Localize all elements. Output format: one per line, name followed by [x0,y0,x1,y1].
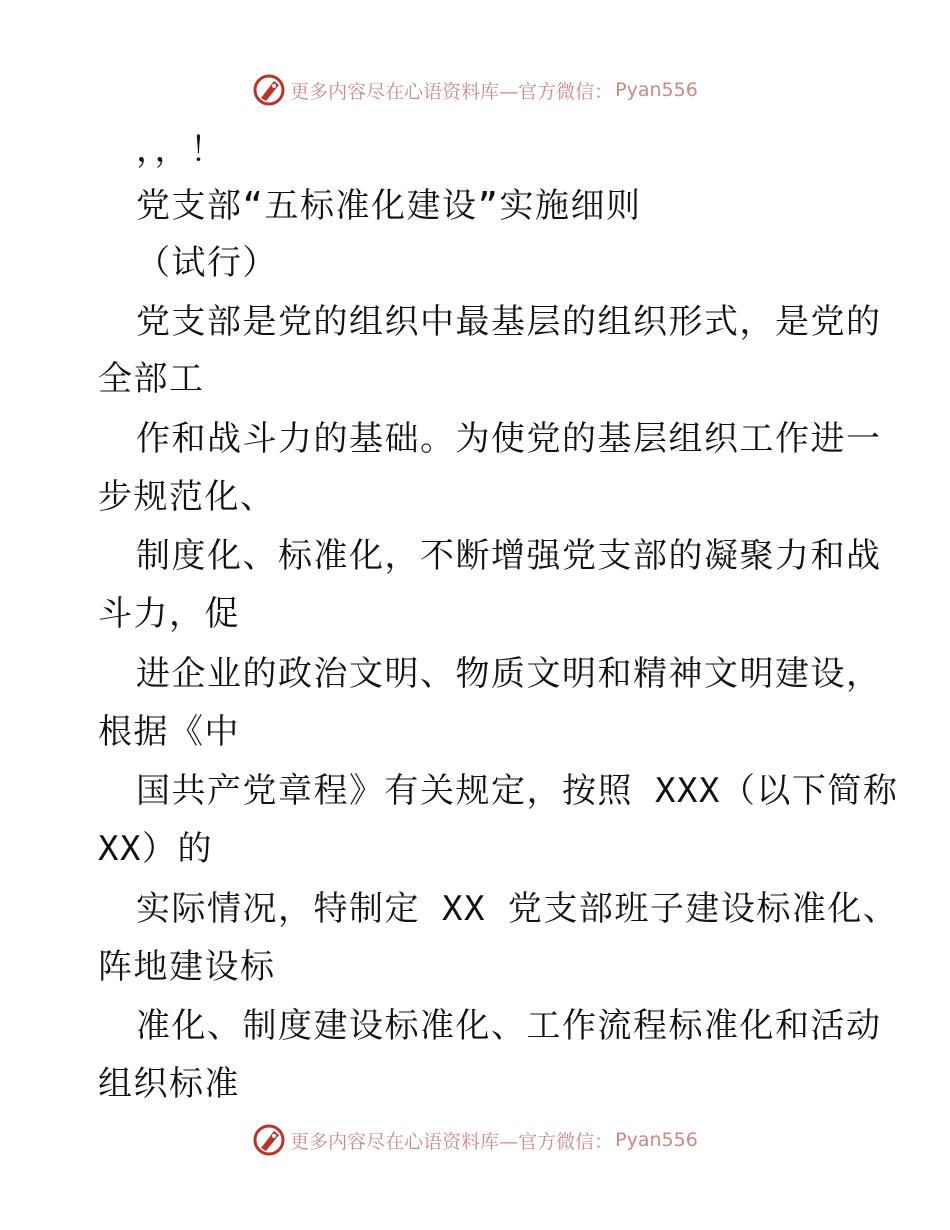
doc-line: 准化、制度建设标准化、工作流程标准化和活动 [136,1006,882,1046]
doc-title: 党支部“五标准化建设”实施细则 [136,186,642,226]
watermark-text: 更多内容尽在心语资料库—官方微信： [290,80,614,103]
watermark-header [0,70,950,110]
doc-line: 斗力，促 [98,594,240,634]
doc-line: 阵地建设标 [98,947,276,987]
doc-line-punctuation: ，，！ [136,130,226,170]
doc-subtitle: （试行） [136,243,278,283]
pen-nib-circle-icon [252,73,286,107]
watermark-wechat-id: Pyan556 [615,1129,698,1151]
doc-line: 制度化、标准化，不断增强党支部的凝聚力和战 [136,536,882,576]
watermark-text: 更多内容尽在心语资料库—官方微信： [290,1130,614,1153]
doc-line: 全部工 [98,359,205,399]
watermark-wechat-id: Pyan556 [615,79,698,101]
doc-line: 进企业的政治文明、物质文明和精神文明建设， [136,654,882,694]
doc-line: 作和战斗力的基础。为使党的基层组织工作进一 [136,419,882,459]
doc-line: 实际情况，特制定 XX 党支部班子建设标准化、 [136,889,899,929]
doc-line: 党支部是党的组织中最基层的组织形式，是党的 [136,302,882,342]
pen-nib-circle-icon [252,1123,286,1157]
doc-line: XX）的 [98,829,213,869]
doc-line: 步规范化、 [98,477,276,517]
watermark-footer [0,1120,950,1160]
doc-line: 组织标准 [98,1064,240,1104]
doc-line: 国共产党章程》有关规定，按照 XXX（以下简称 [136,771,899,811]
doc-line: 根据《中 [98,712,240,752]
